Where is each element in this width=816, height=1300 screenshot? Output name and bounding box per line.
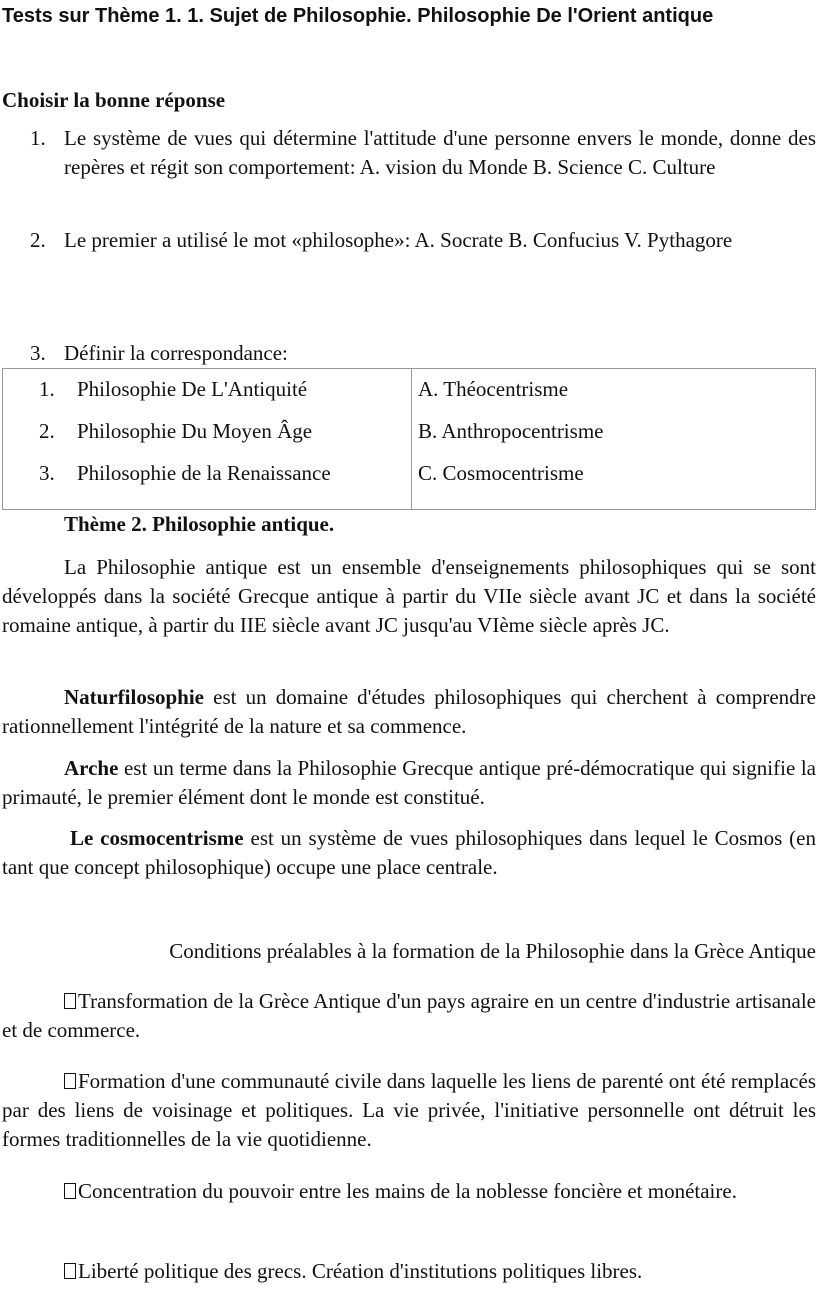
condition-item: Liberté politique des grecs. Création d'institutions politiques libres. [2, 1257, 816, 1286]
era-label: Philosophie Du Moyen Âge [77, 419, 313, 443]
concept-label: C. Cosmocentrisme [418, 461, 584, 485]
instruction-heading: Choisir la bonne réponse [2, 88, 226, 112]
question-text: Le premier a utilisé le mot «philosophe»: A. Socrate B. Confucius V. Pythagore [64, 228, 733, 252]
paragraph-antique: La Philosophie antique est un ensemble d'enseignements philosophiques qui se sont développés dans la société Grecque antique à partir du VIIe siècle avant JC et dans la société romaine antique, à partir du IIE siècle avant JC jusqu'au VIème siècle après JC. [2, 555, 816, 637]
question-1 [30, 124, 816, 182]
table-row: 1. Philosophie De L'Antiquité [3, 375, 411, 417]
checkbox-bullet-icon [64, 1073, 76, 1089]
page-title: Tests sur Thème 1. 1. Sujet de Philosophie. Philosophie De l'Orient antique [2, 5, 714, 27]
concept-label: B. Anthropocentrisme [418, 419, 604, 443]
question-text: Le système de vues qui détermine l'attitude d'une personne envers le monde, donne des repères et régit son comportement: A. vision du Monde B. Science C. Culture [64, 126, 816, 179]
condition-item: Formation d'une communauté civile dans laquelle les liens de parenté ont été remplacés par des liens de voisinage et politiques. La vie privée, l'initiative personnelle ont détruit les formes traditionnelles de la vie quotidienne. [2, 1069, 816, 1151]
correspondence-table [2, 368, 816, 510]
question-text: Définir la correspondance: [64, 341, 288, 365]
era-label: Philosophie de la Renaissance [77, 461, 331, 485]
paragraph-cosmocentrisme: Le cosmocentrisme est un système de vues philosophiques dans lequel le Cosmos (en tant que concept philosophique) occupe une place centrale. [2, 826, 816, 879]
question-3 [30, 339, 816, 368]
paragraph-arche: Arche est un terme dans la Philosophie Grecque antique pré-démocratique qui signifie la primauté, le premier élément dont le monde est constitué. [2, 756, 816, 809]
table-row: 2. Philosophie Du Moyen Âge [3, 417, 411, 459]
condition-item: Concentration du pouvoir entre les mains de la noblesse foncière et monétaire. [2, 1177, 816, 1206]
question-number: 2. [30, 228, 46, 252]
era-label: Philosophie De L'Antiquité [77, 377, 308, 401]
condition-item: Transformation de la Grèce Antique d'un pays agraire en un centre d'industrie artisanale et de commerce. [2, 989, 816, 1042]
term: Arche [64, 756, 119, 780]
term: Le cosmocentrisme [70, 826, 244, 850]
table-row: 3. Philosophie de la Renaissance [3, 459, 411, 501]
left-column [3, 369, 412, 510]
concept-label: A. Théocentrisme [418, 377, 569, 401]
question-number: 1. [30, 126, 46, 150]
question-number: 3. [30, 341, 46, 365]
question-2 [30, 226, 816, 255]
section-heading: Thème 2. Philosophie antique. [64, 512, 335, 536]
term: Naturfilosophie [64, 685, 205, 709]
conditions-heading: Conditions préalables à la formation de la Philosophie dans la Grèce Antique [169, 939, 816, 963]
paragraph-naturfilosophie: Naturfilosophie est un domaine d'études philosophiques qui cherchent à comprendre rationnellement l'intégrité de la nature et sa commence. [2, 685, 816, 738]
right-column [412, 369, 816, 510]
table-row [412, 459, 815, 501]
checkbox-bullet-icon [64, 1263, 76, 1279]
table-row [412, 417, 815, 459]
checkbox-bullet-icon [64, 993, 76, 1009]
checkbox-bullet-icon [64, 1183, 76, 1199]
table-row [412, 375, 815, 417]
